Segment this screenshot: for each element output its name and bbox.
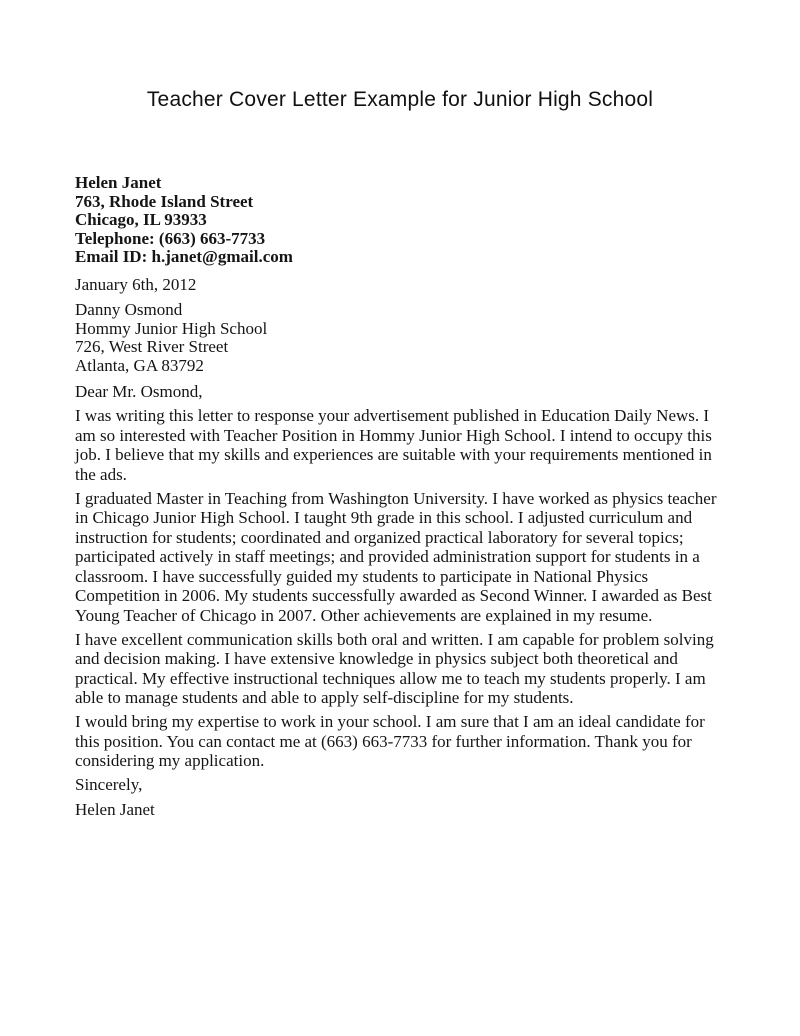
paragraph-skills: I have excellent communication skills both oral and written. I am capable for problem solving and decision making. I have extensive knowledge in physics subject both theoretical and practical. My effective instructional techniques allow me to teach my students properly. I am able to manage students and able to apply self-discipline for my students. [75,629,714,707]
recipient-street: 726, West River Street [75,337,229,356]
document-title: Teacher Cover Letter Example for Junior High School [146,88,654,111]
recipient-block [75,301,730,375]
letter-date: January 6th, 2012 [75,274,197,294]
sender-street: 763, Rhode Island Street [75,191,254,211]
paragraph-introduction: I was writing this letter to response your advertisement published in Education Daily News. I am so interested with Teacher Position in Hommy Junior High School. I intend to occupy this job. I believe that my skills and experiences are suitable with your requirements mentioned in the ads. [75,406,712,484]
recipient-organization: Hommy Junior High School [75,318,268,338]
recipient-name: Danny Osmond [75,300,183,319]
closing: Sincerely, [75,775,143,794]
sender-email: Email ID: h.janet@gmail.com [75,247,293,266]
sender-name: Helen Janet [75,173,162,192]
salutation: Dear Mr. Osmond, [75,382,203,401]
recipient-city: Atlanta, GA 83792 [75,355,204,375]
signature-name: Helen Janet [75,799,155,819]
sender-block [75,174,730,267]
sender-telephone: Telephone: (663) 663-7733 [75,228,266,248]
paragraph-experience: I graduated Master in Teaching from Washington University. I have worked as physics teacher in Chicago Junior High School. I taught 9th grade in this school. I adjusted curriculum and instruction for students; coordinated and organized practical laboratory for several topics; participated actively in staff meetings; and provided administration support for students in a classroom. I have successfully guided my students to participate in National Physics Competition in 2006. My students successfully awarded as Second Winner. I awarded as Best Young Teacher of Chicago in 2007. Other achievements are explained in my resume. [75,488,717,625]
letter-body [75,174,730,819]
paragraph-call-to-action: I would bring my expertise to work in your school. I am sure that I am an ideal candidate for this position. You can contact me at (663) 663-7733 for further information. Thank you for considering my application. [75,712,705,770]
sender-city: Chicago, IL 93933 [75,210,207,229]
